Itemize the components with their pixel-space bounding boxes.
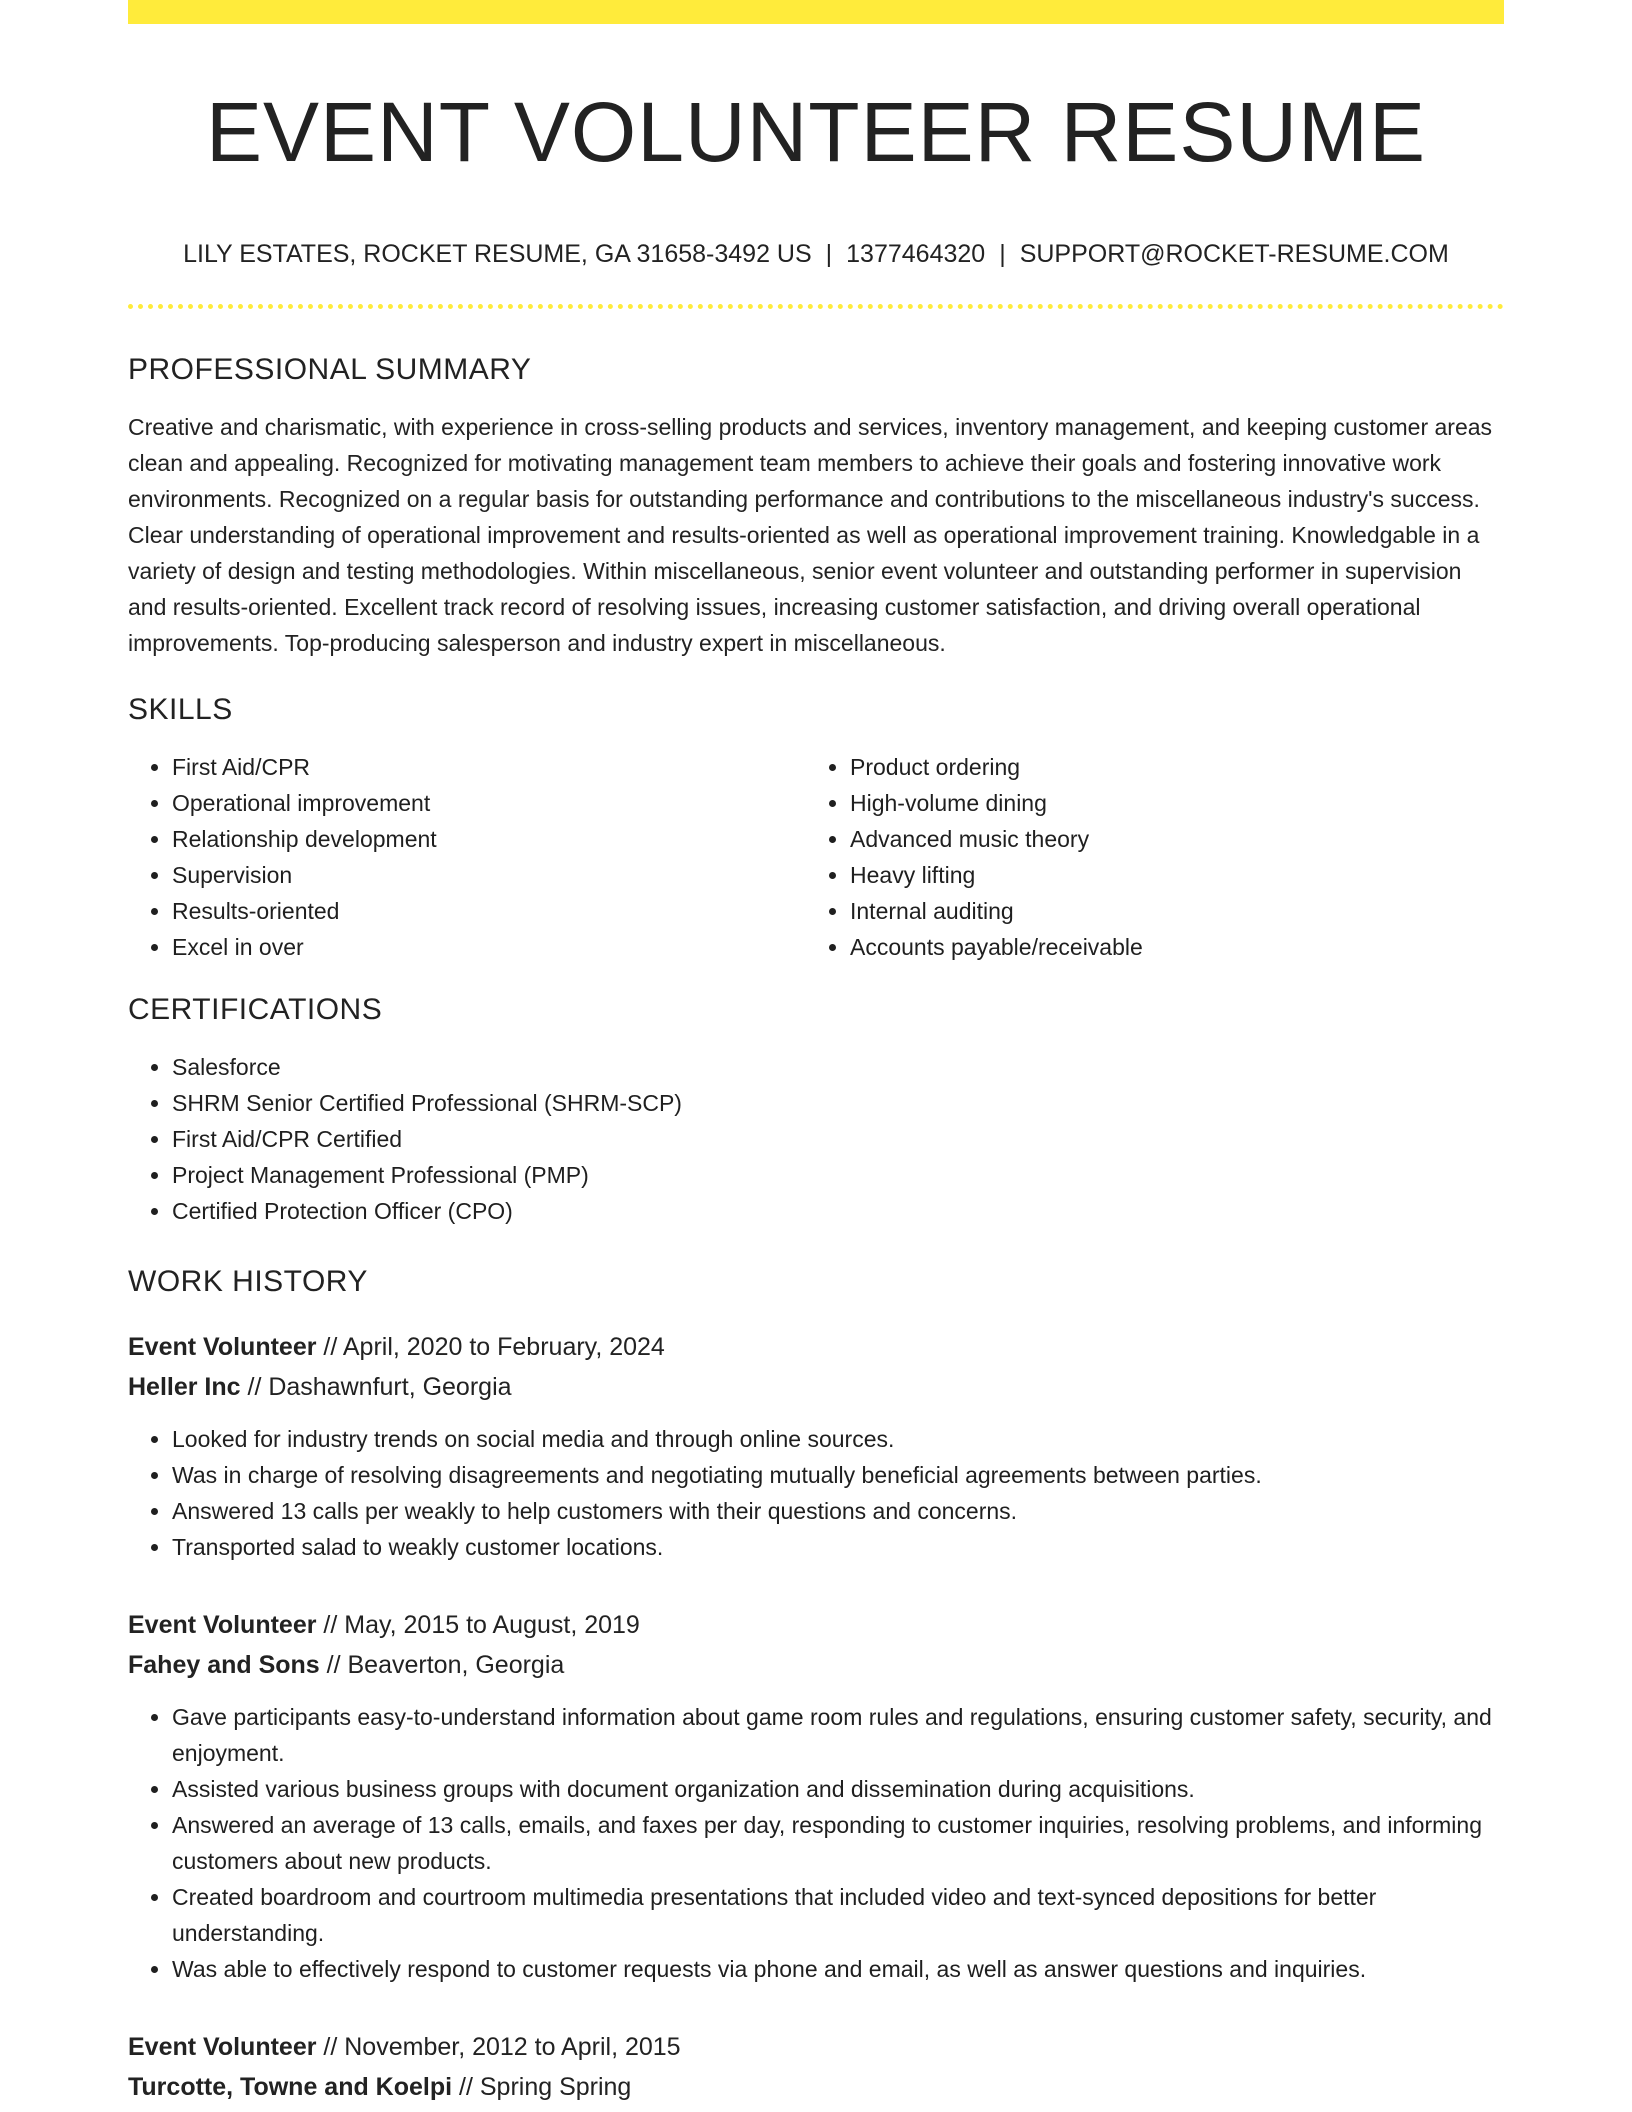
contact-separator: | — [825, 240, 833, 268]
skill-item: • Supervision — [172, 857, 806, 893]
job-title: Event Volunteer — [128, 1611, 317, 1639]
job-location: // Beaverton, Georgia — [319, 1651, 565, 1679]
job-bullet: • Was able to effectively respond to customer requests via phone and email, as well as answer questions and inquiries. — [172, 1951, 1504, 1987]
job-bullet: • Transported salad to weakly customer locations. — [172, 1529, 1504, 1565]
job-title: Event Volunteer — [128, 1333, 317, 1361]
job-bullet: • Answered an average of 13 calls, emails, and faxes per day, responding to customer inquiries, resolving problems, and informing customers about new products. — [172, 1807, 1504, 1879]
skills-grid — [128, 749, 1504, 965]
contact-phone: 1377464320 — [846, 240, 986, 268]
job-location: // Dashawnfurt, Georgia — [240, 1373, 512, 1401]
summary-section — [128, 353, 1504, 661]
job-company-line — [128, 2067, 1504, 2107]
skill-item: • Accounts payable/receivable — [850, 929, 1484, 965]
skills-column-right — [806, 749, 1484, 965]
skill-item: • First Aid/CPR — [172, 749, 806, 785]
contact-address: LILY ESTATES, ROCKET RESUME, GA 31658-3492 US — [183, 240, 812, 268]
job-bullet: • Assisted various business groups with document organization and dissemination during acquisitions. — [172, 1771, 1504, 1807]
summary-text: Creative and charismatic, with experience in cross-selling products and services, inventory management, and keeping customer areas clean and appealing. Recognized for motivating management team members to achieve their goals and fostering innovative work environments. Recognized on a regular basis for outstanding performance and contributions to the miscellaneous industry's success. Clear understanding of operational improvement and results-oriented as well as operational improvement training. Knowledgable in a variety of design and testing methodologies. Within miscellaneous, senior event volunteer and outstanding performer in supervision and results-oriented. Excellent track record of resolving issues, increasing customer satisfaction, and driving overall operational improvements. Top-producing salesperson and industry expert in miscellaneous. — [128, 414, 1493, 656]
job-dates: // May, 2015 to August, 2019 — [316, 1611, 640, 1639]
job-dates: // April, 2020 to February, 2024 — [316, 1333, 665, 1361]
job-company: Fahey and Sons — [128, 1651, 320, 1679]
skills-heading: SKILLS — [128, 693, 233, 726]
job-entry — [128, 1605, 1504, 1987]
certification-item: • SHRM Senior Certified Professional (SHRM-SCP) — [172, 1085, 1504, 1121]
page-title: EVENT VOLUNTEER RESUME — [205, 85, 1427, 179]
job-company-line — [128, 1367, 1504, 1407]
job-title-line — [128, 1327, 1504, 1367]
dotted-divider — [128, 304, 1504, 309]
certification-item: • First Aid/CPR Certified — [172, 1121, 1504, 1157]
skill-item: • Internal auditing — [850, 893, 1484, 929]
job-bullets — [128, 1421, 1504, 1565]
skills-section — [128, 693, 1504, 965]
skill-item: • Advanced music theory — [850, 821, 1484, 857]
skill-item: • Heavy lifting — [850, 857, 1484, 893]
certifications-section — [128, 993, 1504, 1229]
skill-item: • Product ordering — [850, 749, 1484, 785]
accent-bar — [128, 0, 1504, 24]
job-bullets — [128, 1699, 1504, 1987]
certifications-heading: CERTIFICATIONS — [128, 993, 383, 1026]
job-company: Turcotte, Towne and Koelpi — [128, 2073, 453, 2101]
job-bullet: • Answered 13 calls per weakly to help customers with their questions and concerns. — [172, 1493, 1504, 1529]
skill-item: • High-volume dining — [850, 785, 1484, 821]
job-location: // Spring Spring — [452, 2073, 632, 2101]
certification-item: • Certified Protection Officer (CPO) — [172, 1193, 1504, 1229]
job-company: Heller Inc — [128, 1373, 241, 1401]
job-bullet: • Looked for industry trends on social media and through online sources. — [172, 1421, 1504, 1457]
skill-item: • Results-oriented — [172, 893, 806, 929]
skills-column-left — [128, 749, 806, 965]
work-history-section — [128, 1265, 1504, 2107]
job-dates: // November, 2012 to April, 2015 — [316, 2033, 681, 2061]
job-title: Event Volunteer — [128, 2033, 317, 2061]
skill-item: • Excel in over — [172, 929, 806, 965]
certifications-list — [128, 1049, 1504, 1229]
resume-page — [128, 0, 1504, 2107]
contact-email[interactable]: SUPPORT@ROCKET-RESUME.COM — [1019, 240, 1449, 268]
job-bullet: • Gave participants easy-to-understand information about game room rules and regulations, ensuring customer safety, security, and enjoyment. — [172, 1699, 1504, 1771]
work-history-heading: WORK HISTORY — [128, 1265, 368, 1298]
job-company-line — [128, 1645, 1504, 1685]
job-entry — [128, 2027, 1504, 2107]
contact-separator: | — [999, 240, 1006, 268]
job-title-line — [128, 2027, 1504, 2067]
certification-item: • Salesforce — [172, 1049, 1504, 1085]
job-entry — [128, 1327, 1504, 1565]
job-title-line — [128, 1605, 1504, 1645]
skill-item: • Relationship development — [172, 821, 806, 857]
certification-item: • Project Management Professional (PMP) — [172, 1157, 1504, 1193]
summary-heading: PROFESSIONAL SUMMARY — [128, 353, 532, 386]
job-bullet: • Was in charge of resolving disagreements and negotiating mutually beneficial agreements between parties. — [172, 1457, 1504, 1493]
skill-item: • Operational improvement — [172, 785, 806, 821]
job-bullet: • Created boardroom and courtroom multimedia presentations that included video and text-synced depositions for better understanding. — [172, 1879, 1504, 1951]
contact-line — [128, 238, 1504, 270]
